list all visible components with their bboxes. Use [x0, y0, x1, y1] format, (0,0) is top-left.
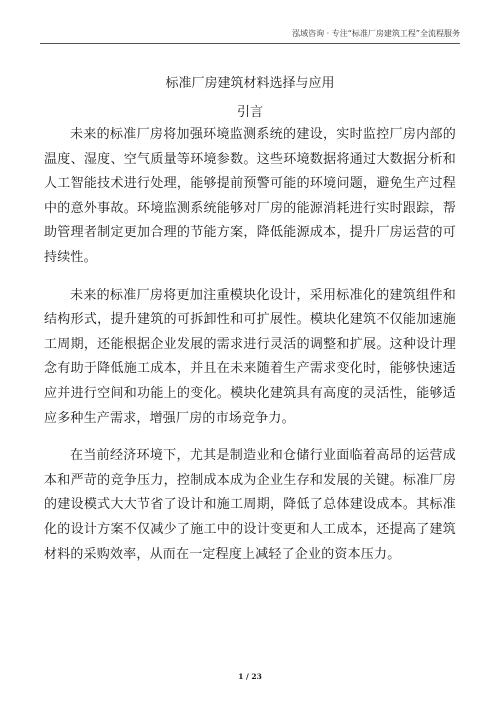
page-header: 泓域咨询 · 专注“标准厂房建筑工程”全流程服务	[40, 28, 460, 44]
section-heading: 引言	[236, 105, 263, 120]
paragraph: 未来的标准厂房将更加注重模块化设计，采用标准化的建筑组件和结构形式，提升建筑的可拆卸性和可扩展性。模块化建筑不仅能加速施工周期，还能根据企业发展的需求进行灵活的调整和扩展。这种设计理念有助于降低施工成本，并且在未来随着生产需求变化时，能够快速适应并进行空间和功能上的变化。模块化建筑具有高度的灵活性，能够适应多种生产需求，增强厂房的市场竞争力。	[44, 287, 456, 426]
page-number: 1 / 23	[238, 672, 262, 681]
paragraph: 在当前经济环境下，尤其是制造业和仓储行业面临着高昂的运营成本和严苛的竞争压力，控制成本成为企业生存和发展的关键。标准厂房的建设模式大大节省了设计和施工周期，降低了总体建设成本。其标准化的设计方案不仅减少了施工中的设计变更和人工成本，还提高了建筑材料的采购效率，从而在一定程度上减轻了企业的资本压力。	[44, 448, 456, 562]
document-body	[44, 123, 456, 580]
paragraph: 未来的标准厂房将加强环境监测系统的建设，实时监控厂房内部的温度、湿度、空气质量等环境参数。这些环境数据将通过大数据分析和人工智能技术进行处理，能够提前预警可能的环境问题，避免生产过程中的意外事故。环境监测系统能够对厂房的能源消耗进行实时跟踪，帮助管理者制定更加合理的节能方案，降低能源成本，提升厂房运营的可持续性。	[44, 127, 456, 265]
document-title: 标准厂房建筑材料选择与应用	[165, 76, 335, 91]
